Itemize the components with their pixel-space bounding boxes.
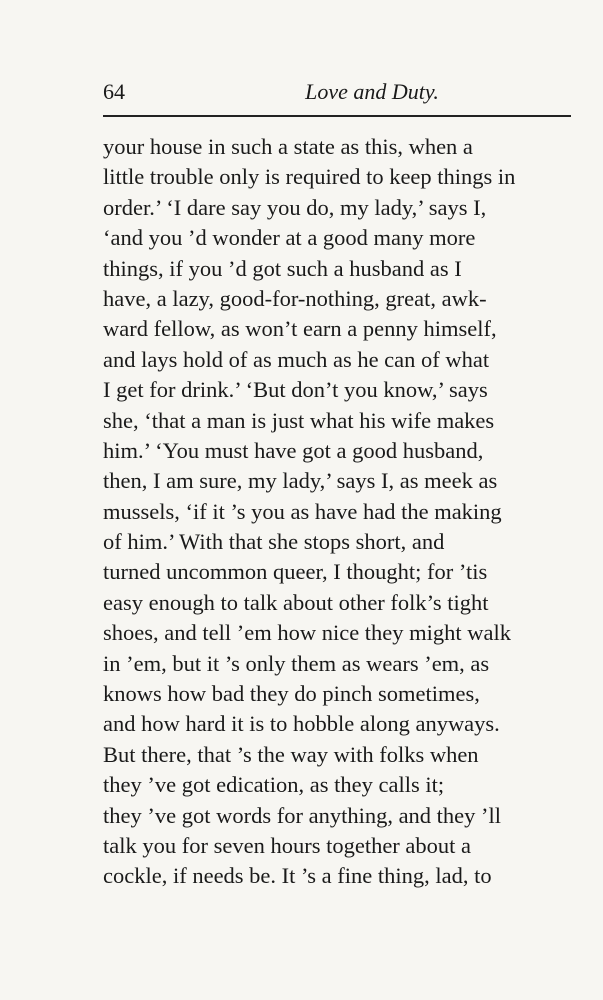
text-line: him.’ ‘You must have got a good husband, [103, 437, 484, 463]
text-line: they ’ve got edication, as they calls it; [103, 772, 445, 798]
header-rule [103, 115, 571, 117]
text-line: talk you for seven hours together about a [103, 832, 472, 858]
text-line: in ’em, but it ’s only them as wears ’em, as [103, 650, 490, 676]
page-header [103, 76, 571, 108]
text-line: knows how bad they do pinch sometimes, [103, 681, 480, 707]
text-line: ward fellow, as won’t earn a penny himself, [103, 316, 497, 342]
text-line: I get for drink.’ ‘But don’t you know,’ says [103, 377, 488, 403]
text-line: she, ‘that a man is just what his wife makes [103, 407, 495, 433]
text-line: your house in such a state as this, when a [103, 134, 473, 159]
text-line: cockle, if needs be. It ’s a fine thing, lad, to [103, 863, 492, 889]
text-line: ‘and you ’d wonder at a good many more [103, 225, 476, 251]
text-line: mussels, ‘if it ’s you as have had the making [103, 498, 502, 524]
running-title: Love and Duty. [305, 79, 439, 104]
text-line: they ’ve got words for anything, and they ’ll [103, 802, 502, 828]
text-line: then, I am sure, my lady,’ says I, as meek as [103, 468, 498, 494]
text-line: of him.’ With that she stops short, and [103, 529, 445, 555]
text-line: things, if you ’d got such a husband as I [103, 255, 462, 281]
text-line: turned uncommon queer, I thought; for ’tis [103, 559, 488, 585]
text-line: have, a lazy, good-for-nothing, great, awk- [103, 285, 487, 311]
text-line: and lays hold of as much as he can of what [103, 346, 490, 372]
text-line: order.’ ‘I dare say you do, my lady,’ says I, [103, 194, 487, 220]
page-number: 64 [103, 79, 125, 104]
text-line: and how hard it is to hobble along anyways. [103, 711, 500, 737]
text-line: little trouble only is required to keep things in [103, 164, 516, 190]
text-line: But there, that ’s the way with folks when [103, 741, 479, 767]
text-line: easy enough to talk about other folk’s tight [103, 589, 489, 615]
body-text [103, 132, 571, 892]
text-line: shoes, and tell ’em how nice they might walk [103, 620, 512, 646]
